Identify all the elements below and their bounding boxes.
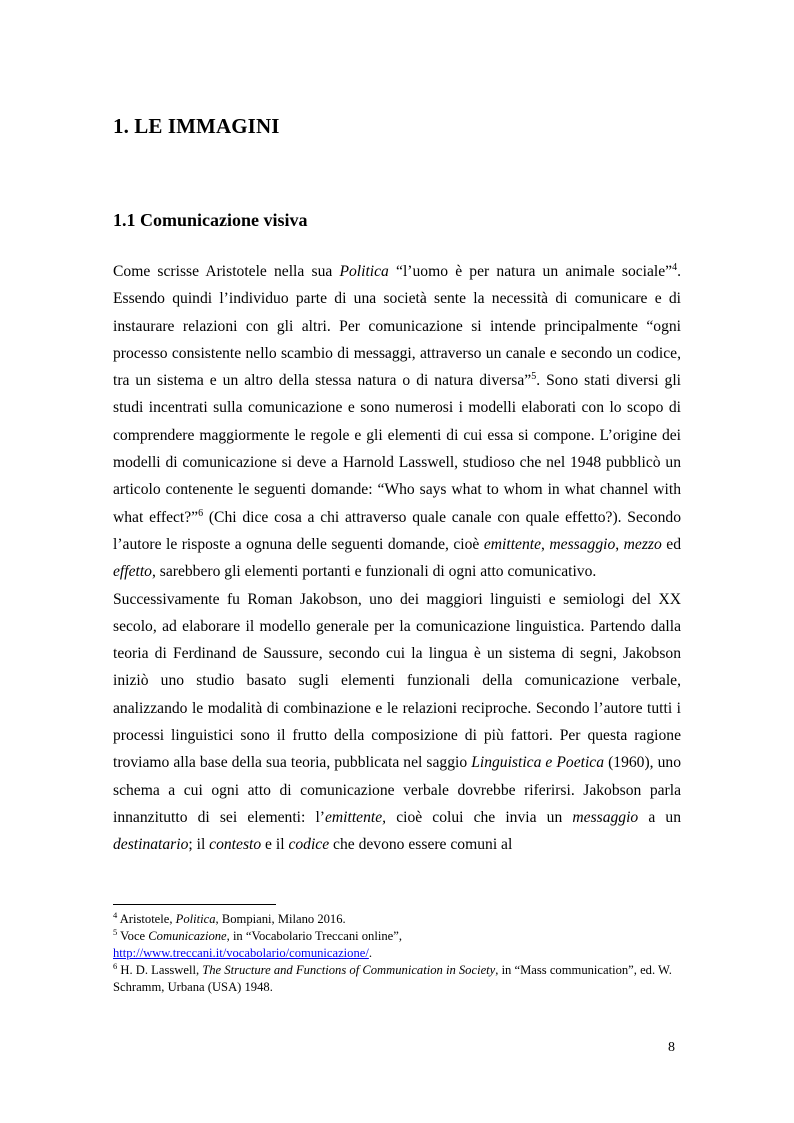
italic-term: Politica bbox=[339, 263, 389, 280]
italic-term: contesto bbox=[209, 836, 262, 854]
footnote-item: $^6$ H. D. Lasswell, The Structure and Functions of Communication in Society, in “Mass communication”, ed. W. Schramm, Urbana (USA) 1948. bbox=[113, 961, 672, 994]
paragraph: Successivamente fu Roman Jakobson, uno dei maggiori linguisti e semiologi del XX secolo, ad elaborare il modello generale per la comunicazione linguistica. Partendo dalla teoria di Ferdinand de Saussure, secondo cui la lingua è un sistema di segni, Jakobson iniziò uno studio basato sugli elementi funzionali della comunicazione verbale, analizzando le modalità di combinazione e le relazioni reciproche. Secondo l’autore tutti i processi linguistici sono il frutto della composizione di più fattori. Per questa ragione troviamo alla base della sua teoria, pubblicata nel saggio Linguistica e Poetica (1960), uno schema a cui ogni atto di comunicazione verbale dovrebbe riferirsi. Jakobson parla innanzitutto di sei elementi: l’emittente, cioè colui che invia un messaggio a un destinatario; il contesto e il codice che devono essere comuni al bbox=[113, 590, 681, 854]
italic-term: emittente, bbox=[325, 808, 387, 826]
treccani-link[interactable]: http://www.treccani.it/vocabolario/comunicazione/ bbox=[113, 946, 369, 960]
page-number: 8 bbox=[668, 1040, 675, 1055]
footnote-item: $^5$ Voce Comunicazione, in “Vocabolario Treccani online”, http://www.treccani.it/vocabolario/comunicazione/. bbox=[113, 927, 402, 960]
italic-term: messaggio bbox=[572, 808, 639, 826]
footnote-number: 5 bbox=[113, 927, 118, 937]
italic-term: effetto bbox=[113, 563, 152, 581]
footnote-number: 4 bbox=[113, 910, 118, 920]
italic-term: messaggio bbox=[549, 535, 616, 553]
chapter-title: 1. LE IMMAGINI bbox=[113, 114, 280, 138]
italic-term: destinatario bbox=[113, 836, 189, 854]
footnote-ref[interactable]: 6 bbox=[198, 507, 204, 519]
footnotes bbox=[113, 911, 681, 996]
italic-term: mezzo bbox=[623, 535, 662, 553]
paragraph: Come scrisse Aristotele nella sua Politica “l’uomo è per natura un animale sociale”$^4$. Essendo quindi l’individuo parte di una società sente la necessità di comunicare e di instaurare relazioni con gli altri. Per comunicazione si intende principalmente “ogni processo consistente nello scambio di messaggi, attraverso un canale e secondo un codice, tra un sistema e un altro della stessa natura o di natura diversa”$^5$. Sono stati diversi gli studi incentrati sulla comunicazione e sono numerosi i modelli elaborati con lo scopo di comprendere maggiormente le regole e gli elementi di cui essa si compone. L’origine dei modelli di comunicazione si deve a Harnold Lasswell, studioso che nel 1948 pubblicò un articolo contenente le seguenti domande: “Who says what to whom in what channel with what effect?”$^6$ (Chi dice cosa a chi attraverso quale canale con quale effetto?). Secondo l’autore le risposte a ognuna delle seguenti domande, cioè emittente, messaggio, mezzo ed effetto, sarebbero gli elementi portanti e funzionali di ogni atto comunicativo. bbox=[113, 262, 682, 581]
italic-term: Linguistica e Poetica bbox=[471, 754, 605, 772]
italic-term: emittente bbox=[483, 535, 542, 553]
section-title: 1.1 Comunicazione visiva bbox=[113, 210, 308, 230]
footnote-number: 6 bbox=[113, 961, 118, 971]
italic-term: codice bbox=[288, 836, 330, 854]
footnote-ref[interactable]: 4 bbox=[672, 262, 678, 273]
footnote-ref[interactable]: 5 bbox=[531, 371, 537, 383]
footnote-divider bbox=[113, 904, 276, 905]
footnote-item: $^4$ Aristotele, Politica, Bompiani, Milano 2016. bbox=[113, 910, 346, 926]
body-text bbox=[113, 258, 681, 859]
